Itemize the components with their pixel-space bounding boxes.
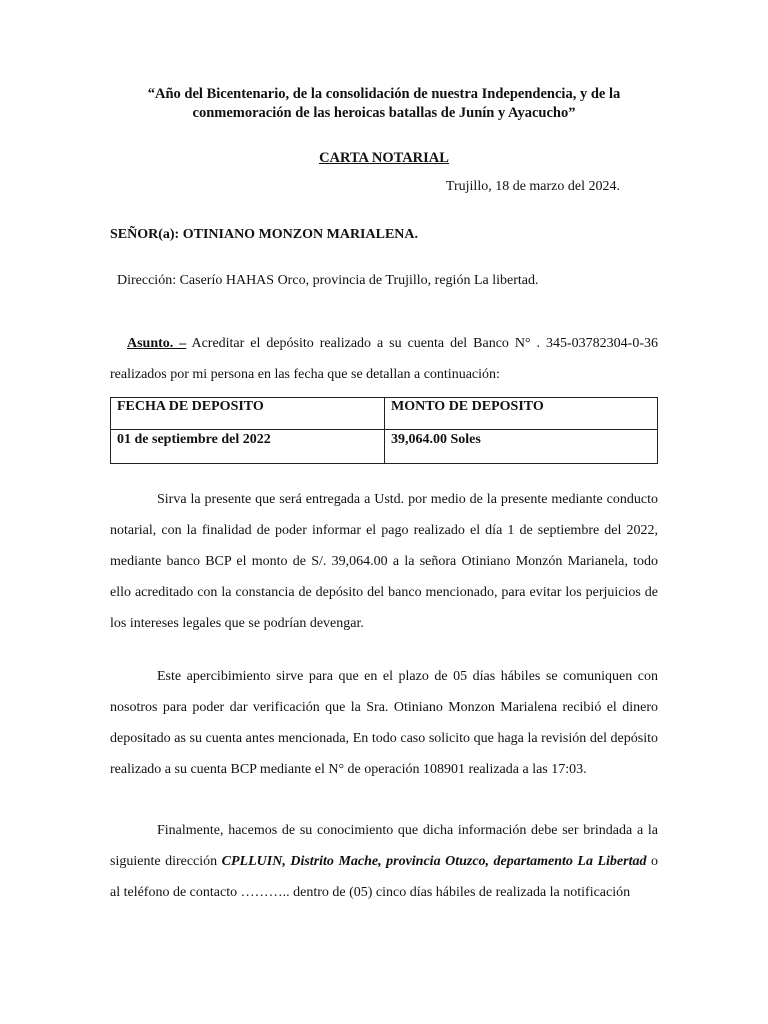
document-title: CARTA NOTARIAL <box>319 150 449 166</box>
recipient-address: Dirección: Caserío HAHAS Orco, provincia de Trujillo, región La libertad. <box>117 273 539 288</box>
subject-label: Asunto. – <box>127 336 187 351</box>
header-deposit-date: FECHA DE DEPOSITO <box>111 398 385 430</box>
paragraph-notification: Sirva la presente que será entregada a Ustd. por medio de la presente mediante conducto notarial, con la finalidad de poder informar el pago realizado el día 1 de septiembre del 2022, mediante banco BCP el monto de S/. 39,064.00 a la señora Otiniano Monzón Marianela, todo ello acreditado con la constancia de depósito del banco mencionado, para evitar los perjuicios de los intereses legales que se podrían devengar. <box>110 492 658 631</box>
table-header-row <box>111 398 658 430</box>
subject-text: Acreditar el depósito realizado a su cuenta del Banco N° . 345-03782304-0-36 realizados por mi persona en las fecha que se detallan a continuación: <box>110 336 659 382</box>
closing-address: CPLLUIN, Distrito Mache, provincia Otuzco, departamento La Libertad <box>221 854 647 869</box>
place-and-date: Trujillo, 18 de marzo del 2024. <box>445 179 620 194</box>
table-row <box>111 430 658 464</box>
recipient-line: SEÑOR(a): OTINIANO MONZON MARIALENA. <box>110 227 419 242</box>
motto-line-1: “Año del Bicentenario, de la consolidación de nuestra Independencia, y de la <box>147 86 621 102</box>
header-deposit-amount: MONTO DE DEPOSITO <box>385 398 658 430</box>
paragraph-warning: Este apercibimiento sirve para que en el plazo de 05 días hábiles se comuniquen con nosotros para poder dar verificación que la Sra. Otiniano Monzon Marialena recibió el dinero depositado as su cuenta antes mencionada, En todo caso solicito que haga la revisión del depósito realizado a su cuenta BCP mediante el N° de operación 108901 realizada a las 17:03. <box>110 669 658 777</box>
deposit-table <box>110 397 658 464</box>
closing-text-end: o al teléfono de contacto ……….. dentro de (05) cinco días hábiles de realizada la notificación <box>110 854 659 900</box>
subject-paragraph <box>110 328 658 390</box>
motto-line-2: conmemoración de las heroicas batallas de Junín y Ayacucho” <box>192 105 576 121</box>
year-motto <box>110 85 658 123</box>
cell-deposit-amount: 39,064.00 Soles <box>385 430 658 464</box>
cell-deposit-date: 01 de septiembre del 2022 <box>111 430 385 464</box>
paragraph-closing <box>110 815 658 908</box>
closing-text-start: Finalmente, hacemos de su conocimiento que dicha información debe ser brindada a la siguiente dirección <box>110 823 658 869</box>
